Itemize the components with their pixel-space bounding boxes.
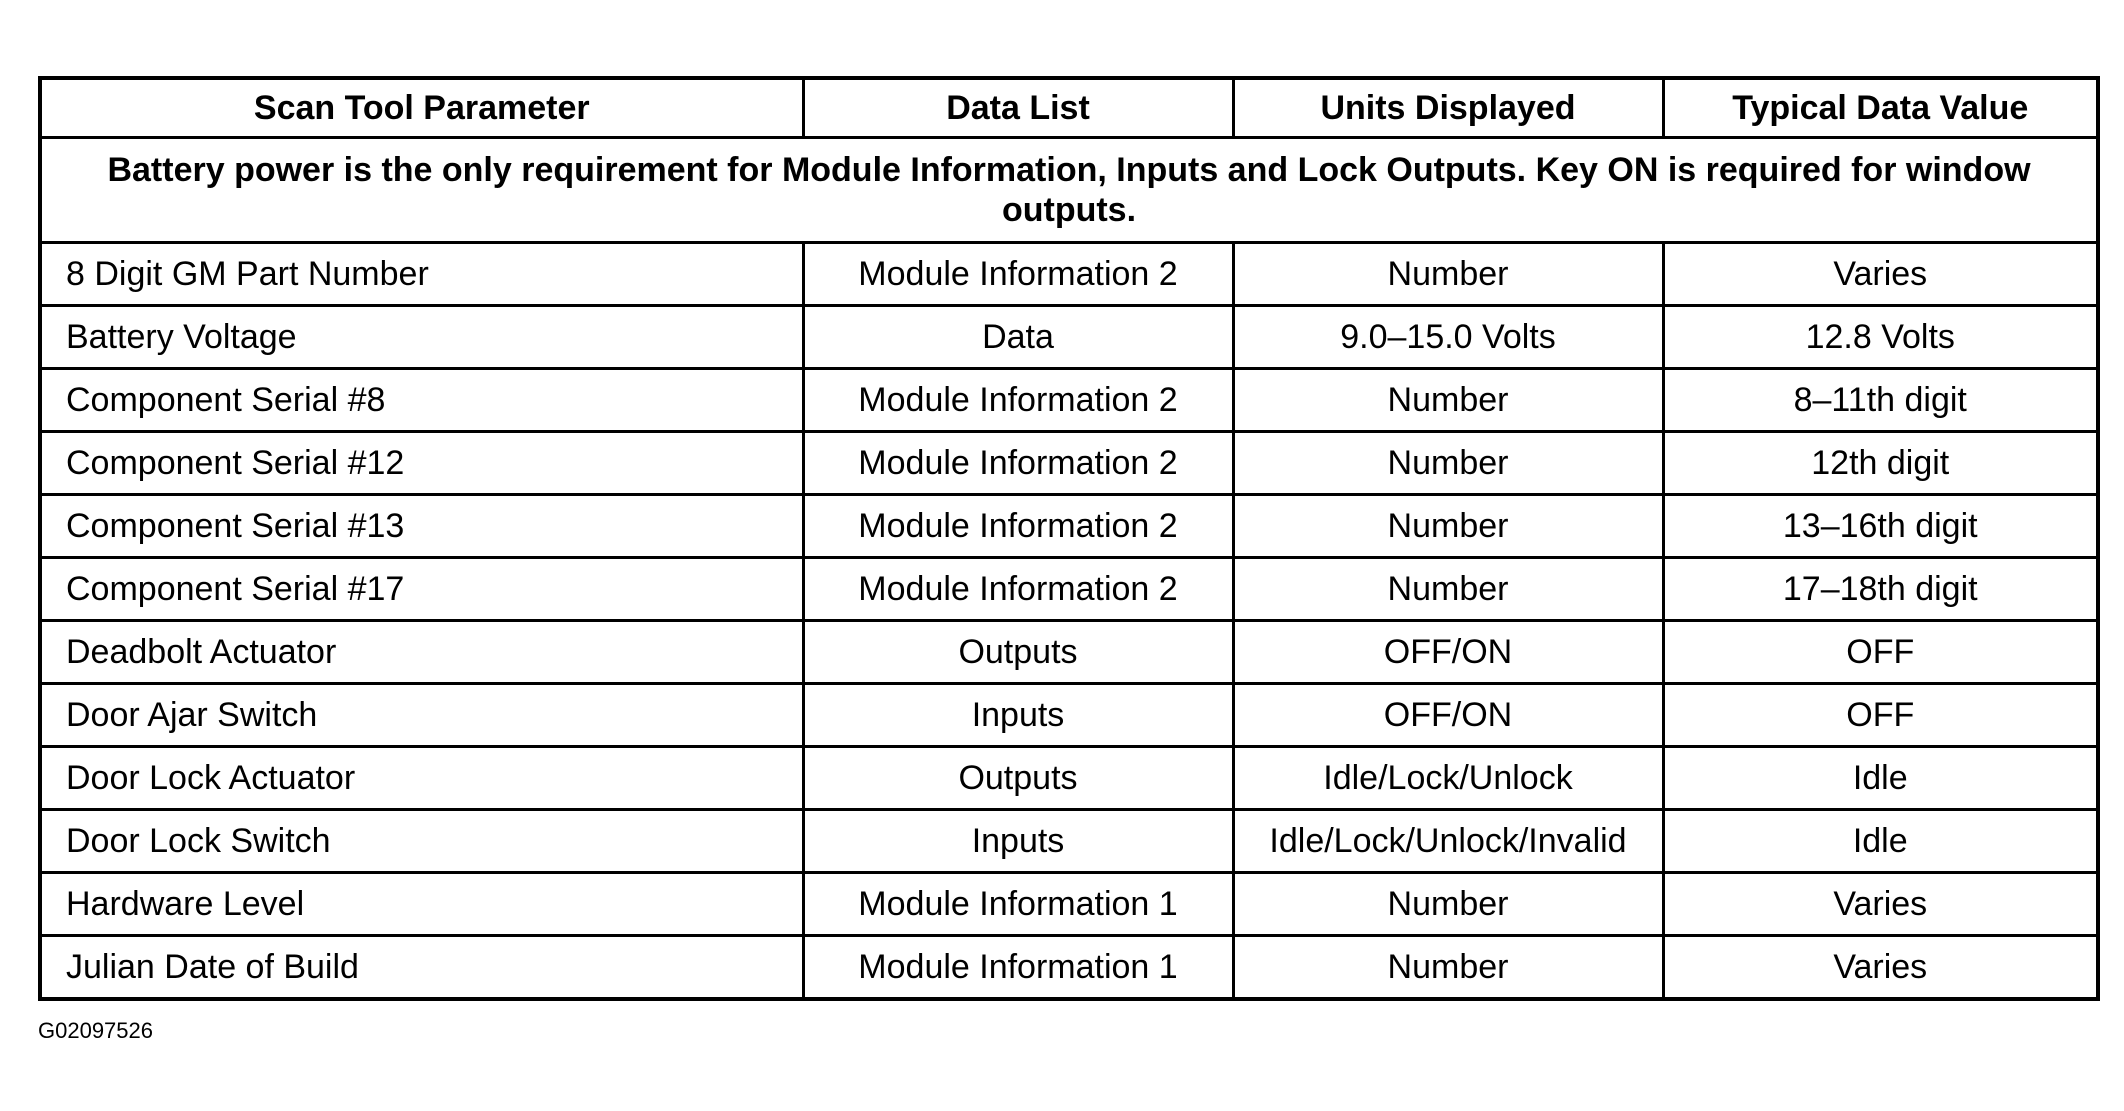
units-cell: Number — [1233, 873, 1663, 936]
table-row — [40, 432, 2098, 495]
table-row — [40, 306, 2098, 369]
parameter-cell: Hardware Level — [40, 873, 803, 936]
column-header-typical-data-value: Typical Data Value — [1663, 78, 2098, 138]
typical-value-cell: OFF — [1663, 684, 2098, 747]
units-cell: Idle/Lock/Unlock — [1233, 747, 1663, 810]
units-cell: Number — [1233, 558, 1663, 621]
units-cell: Number — [1233, 243, 1663, 306]
units-cell: Number — [1233, 495, 1663, 558]
data-list-cell: Module Information 2 — [803, 495, 1233, 558]
header-row — [40, 78, 2098, 138]
typical-value-cell: 12th digit — [1663, 432, 2098, 495]
figure-id: G02097526 — [38, 1018, 153, 1043]
data-list-cell: Inputs — [803, 684, 1233, 747]
data-list-cell: Module Information 2 — [803, 558, 1233, 621]
parameter-cell: Deadbolt Actuator — [40, 621, 803, 684]
table-row — [40, 873, 2098, 936]
data-list-cell: Module Information 2 — [803, 243, 1233, 306]
parameter-cell: Component Serial #17 — [40, 558, 803, 621]
scan-tool-data-table-container — [38, 76, 2096, 1001]
typical-value-cell: Idle — [1663, 810, 2098, 873]
parameter-cell: Component Serial #8 — [40, 369, 803, 432]
typical-value-cell: Idle — [1663, 747, 2098, 810]
units-cell: Number — [1233, 936, 1663, 1000]
units-cell: OFF/ON — [1233, 684, 1663, 747]
typical-value-cell: Varies — [1663, 873, 2098, 936]
typical-value-cell: 12.8 Volts — [1663, 306, 2098, 369]
data-list-cell: Outputs — [803, 747, 1233, 810]
typical-value-cell: OFF — [1663, 621, 2098, 684]
data-list-cell: Module Information 2 — [803, 432, 1233, 495]
typical-value-cell: 17–18th digit — [1663, 558, 2098, 621]
table-row — [40, 243, 2098, 306]
column-header-units-displayed: Units Displayed — [1233, 78, 1663, 138]
column-header-data-list: Data List — [803, 78, 1233, 138]
units-cell: OFF/ON — [1233, 621, 1663, 684]
parameter-cell: Door Lock Switch — [40, 810, 803, 873]
requirement-note: Battery power is the only requirement for Module Information, Inputs and Lock Outputs. Key ON is required for window outputs. — [40, 138, 2098, 243]
data-list-cell: Inputs — [803, 810, 1233, 873]
units-cell: Number — [1233, 432, 1663, 495]
parameter-cell: 8 Digit GM Part Number — [40, 243, 803, 306]
typical-value-cell: Varies — [1663, 243, 2098, 306]
table-row — [40, 369, 2098, 432]
data-list-cell: Module Information 2 — [803, 369, 1233, 432]
parameter-cell: Door Ajar Switch — [40, 684, 803, 747]
scan-tool-data-table — [38, 76, 2100, 1001]
parameter-cell: Component Serial #12 — [40, 432, 803, 495]
table-row — [40, 495, 2098, 558]
data-list-cell: Data — [803, 306, 1233, 369]
table-row — [40, 810, 2098, 873]
table-row — [40, 936, 2098, 1000]
parameter-cell: Julian Date of Build — [40, 936, 803, 1000]
data-list-cell: Outputs — [803, 621, 1233, 684]
data-list-cell: Module Information 1 — [803, 873, 1233, 936]
column-header-scan-tool-parameter: Scan Tool Parameter — [40, 78, 803, 138]
table-row — [40, 621, 2098, 684]
table-row — [40, 684, 2098, 747]
table-row — [40, 558, 2098, 621]
units-cell: 9.0–15.0 Volts — [1233, 306, 1663, 369]
data-list-cell: Module Information 1 — [803, 936, 1233, 1000]
parameter-cell: Component Serial #13 — [40, 495, 803, 558]
table-row — [40, 747, 2098, 810]
typical-value-cell: 8–11th digit — [1663, 369, 2098, 432]
typical-value-cell: Varies — [1663, 936, 2098, 1000]
typical-value-cell: 13–16th digit — [1663, 495, 2098, 558]
parameter-cell: Door Lock Actuator — [40, 747, 803, 810]
parameter-cell: Battery Voltage — [40, 306, 803, 369]
note-row — [40, 138, 2098, 243]
units-cell: Number — [1233, 369, 1663, 432]
units-cell: Idle/Lock/Unlock/Invalid — [1233, 810, 1663, 873]
